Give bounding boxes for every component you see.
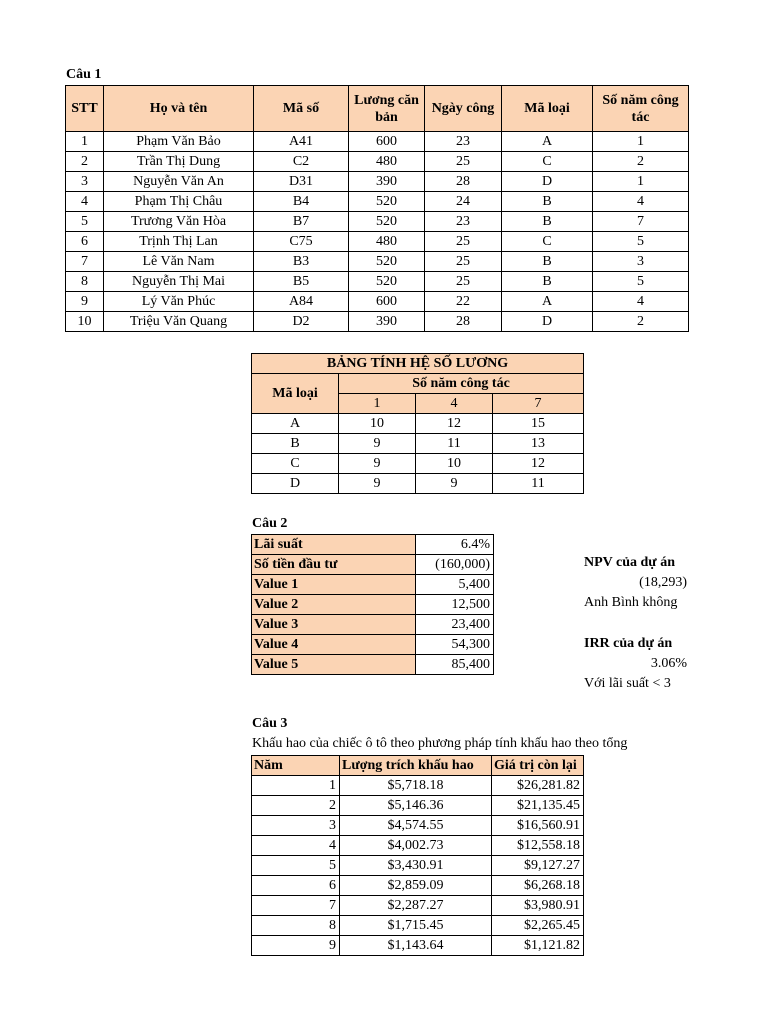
employee-table xyxy=(65,85,689,332)
cell-luong-trich: $2,859.09 xyxy=(340,876,492,896)
cell-ma-so: C75 xyxy=(254,232,349,252)
cell-ma-loai: B xyxy=(252,434,339,454)
cell-value: (160,000) xyxy=(416,555,494,575)
investment-table xyxy=(251,534,494,675)
coefficient-table-title: BẢNG TÍNH HỆ SỐ LƯƠNG xyxy=(252,354,584,374)
npv-conclusion: Anh Bình không xyxy=(584,595,678,610)
table-row xyxy=(252,655,494,675)
col-header-ma-loai: Mã loại xyxy=(502,86,593,132)
cell-stt: 10 xyxy=(66,312,104,332)
cell-ngay-cong: 23 xyxy=(425,212,502,232)
cell-luong-trich: $4,574.55 xyxy=(340,816,492,836)
depreciation-table xyxy=(251,755,584,956)
cell-luong-can-ban: 520 xyxy=(349,212,425,232)
cell-luong-trich: $5,718.18 xyxy=(340,776,492,796)
cell-so-nam-cong-tac: 7 xyxy=(593,212,689,232)
cell-ho-ten: Phạm Văn Bảo xyxy=(104,132,254,152)
cell-ma-loai: A xyxy=(252,414,339,434)
cell-ho-ten: Nguyễn Thị Mai xyxy=(104,272,254,292)
cell-ho-ten: Lý Văn Phúc xyxy=(104,292,254,312)
table-row xyxy=(252,776,584,796)
cell-luong-trich: $5,146.36 xyxy=(340,796,492,816)
cell-ho-ten: Lê Văn Nam xyxy=(104,252,254,272)
cell-nam: 4 xyxy=(252,836,340,856)
cell-so-nam-cong-tac: 2 xyxy=(593,312,689,332)
cell-ma-so: A84 xyxy=(254,292,349,312)
table-row xyxy=(252,796,584,816)
cell-value: 54,300 xyxy=(416,635,494,655)
cell-nam: 5 xyxy=(252,856,340,876)
cell-ma-so: C2 xyxy=(254,152,349,172)
cell-luong-trich: $1,715.45 xyxy=(340,916,492,936)
table-row xyxy=(252,555,494,575)
cell-luong-can-ban: 600 xyxy=(349,292,425,312)
table-row xyxy=(66,252,689,272)
cell-stt: 6 xyxy=(66,232,104,252)
cell-gia-tri-con-lai: $21,135.45 xyxy=(492,796,584,816)
table-row xyxy=(252,936,584,956)
cell-ma-loai: C xyxy=(502,152,593,172)
cell-luong-can-ban: 520 xyxy=(349,252,425,272)
cell-luong-can-ban: 480 xyxy=(349,232,425,252)
table-row xyxy=(66,272,689,292)
year-header-4: 4 xyxy=(416,394,493,414)
col-header-luong-can-ban: Lương căn bản xyxy=(349,86,425,132)
table-row xyxy=(66,312,689,332)
cell-ma-loai: B xyxy=(502,212,593,232)
cell-so-nam-cong-tac: 1 xyxy=(593,132,689,152)
table-row xyxy=(252,575,494,595)
col-header-stt: STT xyxy=(66,86,104,132)
cell-gia-tri-con-lai: $2,265.45 xyxy=(492,916,584,936)
cell-ma-so: B3 xyxy=(254,252,349,272)
year-header-1: 1 xyxy=(339,394,416,414)
cell-label: Lãi suất xyxy=(252,535,416,555)
cell-coefficient: 11 xyxy=(493,474,584,494)
cell-ngay-cong: 25 xyxy=(425,252,502,272)
cell-gia-tri-con-lai: $6,268.18 xyxy=(492,876,584,896)
cell-nam: 9 xyxy=(252,936,340,956)
cell-value: 85,400 xyxy=(416,655,494,675)
table-row xyxy=(252,836,584,856)
cau3-description: Khấu hao của chiếc ô tô theo phương pháp tính khấu hao theo tổng xyxy=(252,736,628,751)
cell-coefficient: 9 xyxy=(339,474,416,494)
cell-so-nam-cong-tac: 4 xyxy=(593,292,689,312)
cell-ma-so: B4 xyxy=(254,192,349,212)
cell-coefficient: 9 xyxy=(416,474,493,494)
irr-conclusion: Với lãi suất < 3 xyxy=(584,676,671,691)
table-row xyxy=(66,212,689,232)
cell-luong-can-ban: 390 xyxy=(349,312,425,332)
cell-stt: 3 xyxy=(66,172,104,192)
cell-ma-so: B7 xyxy=(254,212,349,232)
cell-gia-tri-con-lai: $1,121.82 xyxy=(492,936,584,956)
table-row xyxy=(252,916,584,936)
cell-ma-so: D31 xyxy=(254,172,349,192)
table-row xyxy=(252,535,494,555)
cell-value: 12,500 xyxy=(416,595,494,615)
cell-coefficient: 9 xyxy=(339,454,416,474)
cau1-title: Câu 1 xyxy=(66,67,102,82)
cell-ngay-cong: 28 xyxy=(425,312,502,332)
cell-stt: 7 xyxy=(66,252,104,272)
table-row xyxy=(252,454,584,474)
table-row xyxy=(66,232,689,252)
cell-ho-ten: Trịnh Thị Lan xyxy=(104,232,254,252)
col-header-luong-trich: Lượng trích khấu hao xyxy=(340,756,492,776)
table-row xyxy=(252,876,584,896)
cell-ma-loai: B xyxy=(502,252,593,272)
cell-luong-trich: $2,287.27 xyxy=(340,896,492,916)
table-row xyxy=(66,172,689,192)
cell-stt: 4 xyxy=(66,192,104,212)
cell-luong-can-ban: 520 xyxy=(349,192,425,212)
cell-ho-ten: Phạm Thị Châu xyxy=(104,192,254,212)
cell-label: Số tiền đầu tư xyxy=(252,555,416,575)
cell-ho-ten: Trần Thị Dung xyxy=(104,152,254,172)
cell-stt: 2 xyxy=(66,152,104,172)
col-header-so-nam-cong-tac: Số năm công tác xyxy=(593,86,689,132)
cell-value: 5,400 xyxy=(416,575,494,595)
cell-label: Value 3 xyxy=(252,615,416,635)
cell-coefficient: 11 xyxy=(416,434,493,454)
cell-luong-can-ban: 600 xyxy=(349,132,425,152)
col-header-gia-tri-con-lai: Giá trị còn lại xyxy=(492,756,584,776)
cell-ma-loai: A xyxy=(502,292,593,312)
cell-coefficient: 10 xyxy=(339,414,416,434)
cell-ho-ten: Trương Văn Hòa xyxy=(104,212,254,232)
npv-value: (18,293) xyxy=(639,575,687,590)
table-row xyxy=(252,414,584,434)
table-row xyxy=(252,856,584,876)
cell-luong-trich: $3,430.91 xyxy=(340,856,492,876)
cell-value: 23,400 xyxy=(416,615,494,635)
cell-coefficient: 15 xyxy=(493,414,584,434)
cell-nam: 8 xyxy=(252,916,340,936)
cell-label: Value 2 xyxy=(252,595,416,615)
col-header-ma-so: Mã số xyxy=(254,86,349,132)
cell-stt: 8 xyxy=(66,272,104,292)
table-row xyxy=(66,192,689,212)
cell-ma-loai: B xyxy=(502,272,593,292)
table-row xyxy=(252,434,584,454)
cell-gia-tri-con-lai: $3,980.91 xyxy=(492,896,584,916)
cell-ma-loai: D xyxy=(252,474,339,494)
salary-coefficient-table xyxy=(251,353,584,494)
col-header-nam: Năm xyxy=(252,756,340,776)
cell-gia-tri-con-lai: $9,127.27 xyxy=(492,856,584,876)
coefficient-so-nam-header: Số năm công tác xyxy=(339,374,584,394)
cell-ngay-cong: 22 xyxy=(425,292,502,312)
cell-nam: 1 xyxy=(252,776,340,796)
cell-nam: 6 xyxy=(252,876,340,896)
year-header-7: 7 xyxy=(493,394,584,414)
coefficient-ma-loai-header: Mã loại xyxy=(252,374,339,414)
cell-ma-loai: C xyxy=(502,232,593,252)
depreciation-table-header xyxy=(252,756,584,776)
cell-label: Value 4 xyxy=(252,635,416,655)
table-row xyxy=(252,615,494,635)
cell-ma-loai: A xyxy=(502,132,593,152)
cell-nam: 2 xyxy=(252,796,340,816)
cell-ma-so: A41 xyxy=(254,132,349,152)
cell-nam: 3 xyxy=(252,816,340,836)
cell-so-nam-cong-tac: 5 xyxy=(593,272,689,292)
table-row xyxy=(252,595,494,615)
cau2-title: Câu 2 xyxy=(252,516,288,531)
cell-so-nam-cong-tac: 2 xyxy=(593,152,689,172)
cell-label: Value 5 xyxy=(252,655,416,675)
cell-ma-loai: B xyxy=(502,192,593,212)
cell-coefficient: 9 xyxy=(339,434,416,454)
cell-ma-so: D2 xyxy=(254,312,349,332)
cell-coefficient: 12 xyxy=(416,414,493,434)
cell-coefficient: 12 xyxy=(493,454,584,474)
cell-so-nam-cong-tac: 1 xyxy=(593,172,689,192)
table-row xyxy=(252,896,584,916)
cell-nam: 7 xyxy=(252,896,340,916)
npv-label: NPV của dự án xyxy=(584,555,675,570)
table-row xyxy=(66,152,689,172)
table-row xyxy=(252,816,584,836)
cell-stt: 5 xyxy=(66,212,104,232)
cell-luong-trich: $1,143.64 xyxy=(340,936,492,956)
cell-ngay-cong: 25 xyxy=(425,152,502,172)
cell-stt: 1 xyxy=(66,132,104,152)
table-row xyxy=(66,132,689,152)
cell-stt: 9 xyxy=(66,292,104,312)
cell-so-nam-cong-tac: 4 xyxy=(593,192,689,212)
cell-ngay-cong: 25 xyxy=(425,232,502,252)
cell-ngay-cong: 24 xyxy=(425,192,502,212)
cell-ngay-cong: 28 xyxy=(425,172,502,192)
cell-ma-loai: C xyxy=(252,454,339,474)
table-row xyxy=(66,292,689,312)
cell-ma-loai: D xyxy=(502,172,593,192)
cell-luong-can-ban: 520 xyxy=(349,272,425,292)
cell-luong-can-ban: 480 xyxy=(349,152,425,172)
cell-gia-tri-con-lai: $12,558.18 xyxy=(492,836,584,856)
cell-label: Value 1 xyxy=(252,575,416,595)
cell-coefficient: 13 xyxy=(493,434,584,454)
cell-gia-tri-con-lai: $26,281.82 xyxy=(492,776,584,796)
cell-gia-tri-con-lai: $16,560.91 xyxy=(492,816,584,836)
cell-ho-ten: Nguyễn Văn An xyxy=(104,172,254,192)
employee-table-header xyxy=(66,86,689,132)
col-header-ho-ten: Họ và tên xyxy=(104,86,254,132)
cell-luong-trich: $4,002.73 xyxy=(340,836,492,856)
cell-ma-so: B5 xyxy=(254,272,349,292)
cell-coefficient: 10 xyxy=(416,454,493,474)
col-header-ngay-cong: Ngày công xyxy=(425,86,502,132)
cell-ma-loai: D xyxy=(502,312,593,332)
cell-so-nam-cong-tac: 5 xyxy=(593,232,689,252)
cell-ngay-cong: 25 xyxy=(425,272,502,292)
cell-ho-ten: Triệu Văn Quang xyxy=(104,312,254,332)
cau3-title: Câu 3 xyxy=(252,716,288,731)
cell-luong-can-ban: 390 xyxy=(349,172,425,192)
cell-so-nam-cong-tac: 3 xyxy=(593,252,689,272)
table-row xyxy=(252,635,494,655)
irr-value: 3.06% xyxy=(650,656,687,671)
cell-ngay-cong: 23 xyxy=(425,132,502,152)
cell-value: 6.4% xyxy=(416,535,494,555)
table-row xyxy=(252,474,584,494)
irr-label: IRR của dự án xyxy=(584,636,673,651)
